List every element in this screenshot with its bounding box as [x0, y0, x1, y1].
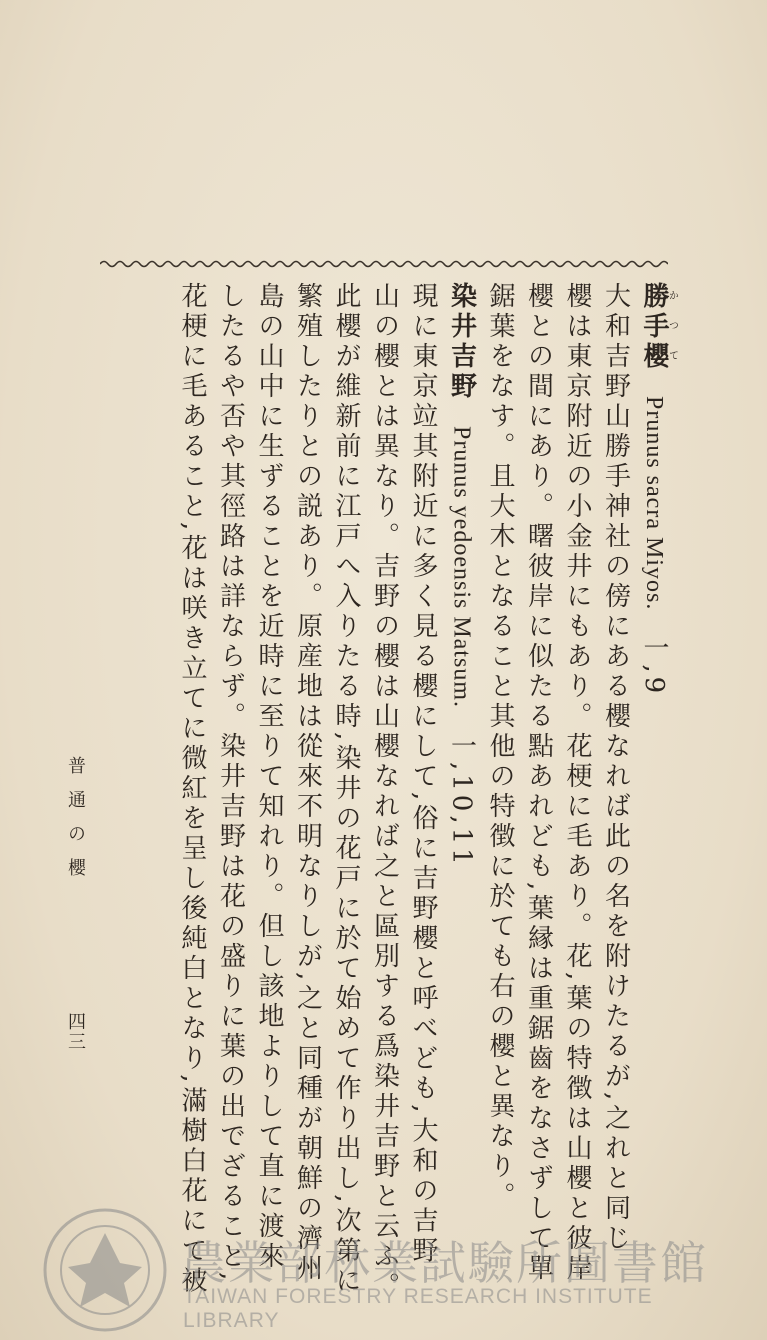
section-1-latin-name: Prunus sacra Miyos.	[641, 396, 667, 611]
section-2-line: したるや否や其徑路は詳ならず。染井吉野は花の盛りに葉の出でざること,	[215, 282, 246, 1285]
wavy-divider	[100, 258, 668, 270]
section-2-latin-name: Prunus yedoensis Matsum.	[448, 426, 475, 708]
section-2-line: 花梗に毛あること,花は咲き立てに微紅を呈し後純白となり,滿樹白花にて被	[177, 282, 207, 1297]
running-head: 普通の櫻	[65, 756, 86, 892]
library-watermark	[40, 1205, 740, 1335]
section-1-line: 鋸葉をなす。且大木となること其他の特徴に於ても右の櫻と異なり。	[485, 282, 515, 1212]
library-seal-icon	[40, 1205, 170, 1335]
section-2-line: 現に東京竝其附近に多く見る櫻にして,俗に吉野櫻と呼べども,大和の吉野	[408, 282, 438, 1267]
section-2-figure-ref: 一,10,11	[446, 732, 477, 869]
section-2-line: 島の山中に生ずることを近時に至りて知れり。但し該地よりして直に渡來	[254, 282, 284, 1272]
section-1-figure-ref: 一,9	[639, 634, 669, 698]
section-1-ruby: かつて	[666, 282, 678, 372]
watermark-subtitle: TAIWAN FORESTRY RESEARCH INSTITUTE LIBRARY	[183, 1285, 653, 1332]
section-2-line: 山の櫻とは異なり。吉野の櫻は山櫻なれば之と區別する爲染井吉野と云ふ。	[369, 282, 400, 1302]
section-1-title: 勝手櫻	[639, 282, 669, 372]
section-1-line: 櫻は東京附近の小金井にもあり。花梗に毛あり。花,葉の特徴は山櫻と彼岸	[562, 282, 592, 1285]
section-2-heading	[442, 282, 481, 1162]
section-1-line: 大和吉野山勝手神社の傍にある櫻なれば此の名を附けたるが,之れと同じ	[600, 282, 631, 1255]
watermark-title: 農業部林業試驗所圖書館	[180, 1236, 708, 1290]
page-number: 四三	[65, 1012, 86, 1052]
section-1-heading	[635, 282, 678, 1162]
section-2-line: 此櫻が維新前に江戸へ入りたる時,染井の花戸に於て始めて作り出し,次第に	[331, 282, 361, 1297]
section-2-line: 繁殖したりとの説あり。原産地は從來不明なりしが,之と同種が朝鮮の濟州	[292, 282, 323, 1285]
section-2-title: 染井吉野	[446, 282, 477, 402]
section-1-line: 櫻との間にあり。曙彼岸に似たる點あれども,葉縁は重鋸齒をなさずして單	[523, 282, 554, 1285]
